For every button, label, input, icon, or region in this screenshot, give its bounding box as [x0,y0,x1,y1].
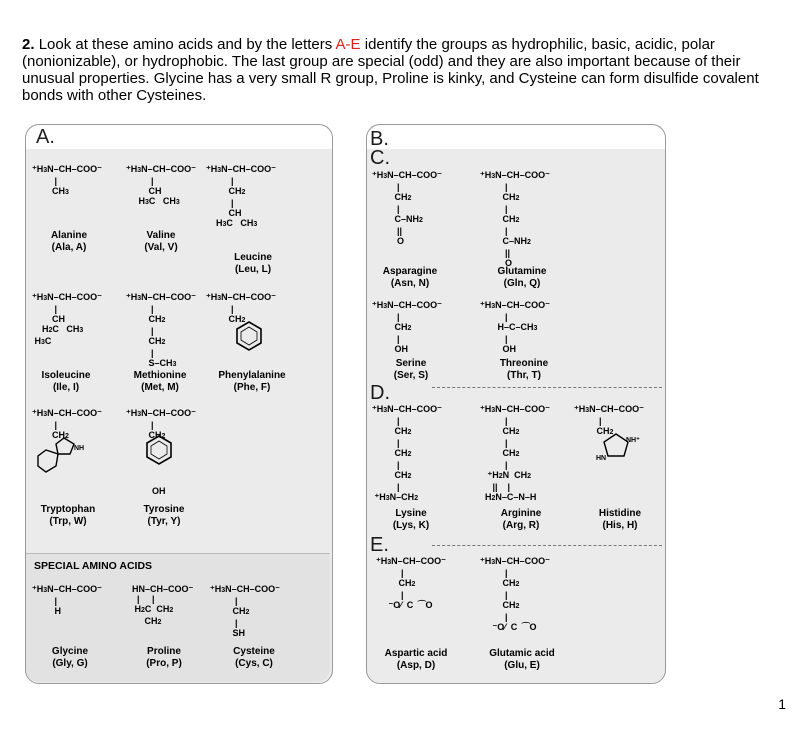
leucine-structure: ⁺H3N–CH–COO⁻ | CH2 | CH H3C CH3 [206,164,276,228]
question-part2: identify the groups as hydrophilic, basic, acidic, polar (nonionizable), or hydrophobic. The last group are special (odd) and they are also important because of their unusual properties. Glycine has a very small R group, Proline is kinky, and Cysteine can form disulfide covalent bonds with other Cysteines. [22,36,759,104]
lysine-label: Lysine (Lys, K) [392,508,430,531]
asparagine-structure: ⁺H3N–CH–COO⁻ | CH2 | C–NH2 || O [372,170,442,246]
page-number: 1 [778,696,786,712]
aspartic-structure: ⁺H3N–CH–COO⁻ | CH2 | ⁻O⁄ C ⁀O [376,556,446,610]
group-label-c: C. [370,147,390,169]
arginine-structure: ⁺H3N–CH–COO⁻ | CH2 | CH2 | ⁺H2N CH2 || | H2N–C–N–H [480,404,550,502]
proline-label: Proline (Pro, P) [146,646,182,669]
histidine-label: Histidine (His, H) [598,508,642,531]
arginine-label: Arginine (Arg, R) [500,508,542,531]
threonine-label: Threonine (Thr, T) [499,358,549,381]
methionine-structure: ⁺H3N–CH–COO⁻ | CH2 | CH2 | S–CH3 [126,292,196,368]
valine-label: Valine (Val, V) [144,230,178,253]
methionine-label: Methionine (Met, M) [133,370,187,393]
svg-text:NH⁺: NH⁺ [626,437,640,444]
glutamine-label: Glutamine (Gln, Q) [497,266,547,289]
tyrosine-oh: OH [152,486,166,496]
glutamic-structure: ⁺H3N–CH–COO⁻ | CH2 | CH2 | ⁻O⁄ C ⁀O [480,556,550,632]
histidine-ring [596,430,640,466]
tryptophan-label: Tryptophan (Trp, W) [40,504,96,527]
group-label-d: D. [370,382,390,404]
glutamine-structure: ⁺H3N–CH–COO⁻ | CH2 | CH2 | C–NH2 || O [480,170,550,268]
glycine-structure: ⁺H3N–CH–COO⁻ | H [32,584,102,616]
proline-structure: HN–CH–COO⁻ | | H2C CH2 CH2 [132,584,194,626]
divider-d [432,387,662,388]
question-number: 2. [22,36,35,53]
question-part1: Look at these amino acids and by the letters [38,36,336,53]
group-label-b: B. [370,128,389,150]
glycine-label: Glycine (Gly, G) [51,646,89,669]
phenylalanine-label: Phenylalanine (Phe, F) [218,370,286,393]
phenylalanine-ring [234,320,264,352]
histidine-structure: ⁺H3N–CH–COO⁻ | CH2 [574,404,644,436]
isoleucine-label: Isoleucine (Ile, I) [41,370,91,393]
tyrosine-ring [144,434,174,466]
isoleucine-structure: ⁺H3N–CH–COO⁻ | CH H2C CH3 H3C [32,292,102,346]
tyrosine-structure: ⁺H3N–CH–COO⁻ | CH2 [126,408,196,440]
tryptophan-structure: ⁺H3N–CH–COO⁻ | CH2 [32,408,102,440]
aspartic-label: Aspartic acid (Asp, D) [384,648,448,671]
svg-text:HN: HN [596,455,607,462]
serine-label: Serine (Ser, S) [393,358,429,381]
lysine-structure: ⁺H3N–CH–COO⁻ | CH2 | CH2 | CH2 | ⁺H3N–CH2 [372,404,442,502]
threonine-structure: ⁺H3N–CH–COO⁻ | H–C–CH3 | OH [480,300,550,354]
alanine-label: Alanine (Ala, A) [50,230,88,253]
group-letters: A-E [335,36,361,53]
tryptophan-rings [36,434,86,478]
serine-structure: ⁺H3N–CH–COO⁻ | CH2 | OH [372,300,442,354]
group-label-a: A. [36,126,55,148]
cysteine-label: Cysteine (Cys, C) [233,646,275,669]
svg-text:NH: NH [74,445,85,452]
asparagine-label: Asparagine (Asn, N) [382,266,438,289]
special-amino-acids-heading: SPECIAL AMINO ACIDS [34,560,153,572]
group-label-e: E. [370,534,389,556]
tyrosine-label: Tyrosine (Tyr, Y) [143,504,185,527]
leucine-label: Leucine (Leu, L) [234,252,272,275]
alanine-structure: ⁺H3N–CH–COO⁻ | CH3 [32,164,102,196]
question-text [22,36,782,104]
valine-structure: ⁺H3N–CH–COO⁻ | CH H3C CH3 [126,164,196,206]
divider-e [432,545,662,546]
glutamic-label: Glutamic acid (Glu, E) [489,648,555,671]
phenylalanine-structure: ⁺H3N–CH–COO⁻ | CH2 [206,292,276,324]
cysteine-structure: ⁺H3N–CH–COO⁻ | CH2 | SH [210,584,280,638]
